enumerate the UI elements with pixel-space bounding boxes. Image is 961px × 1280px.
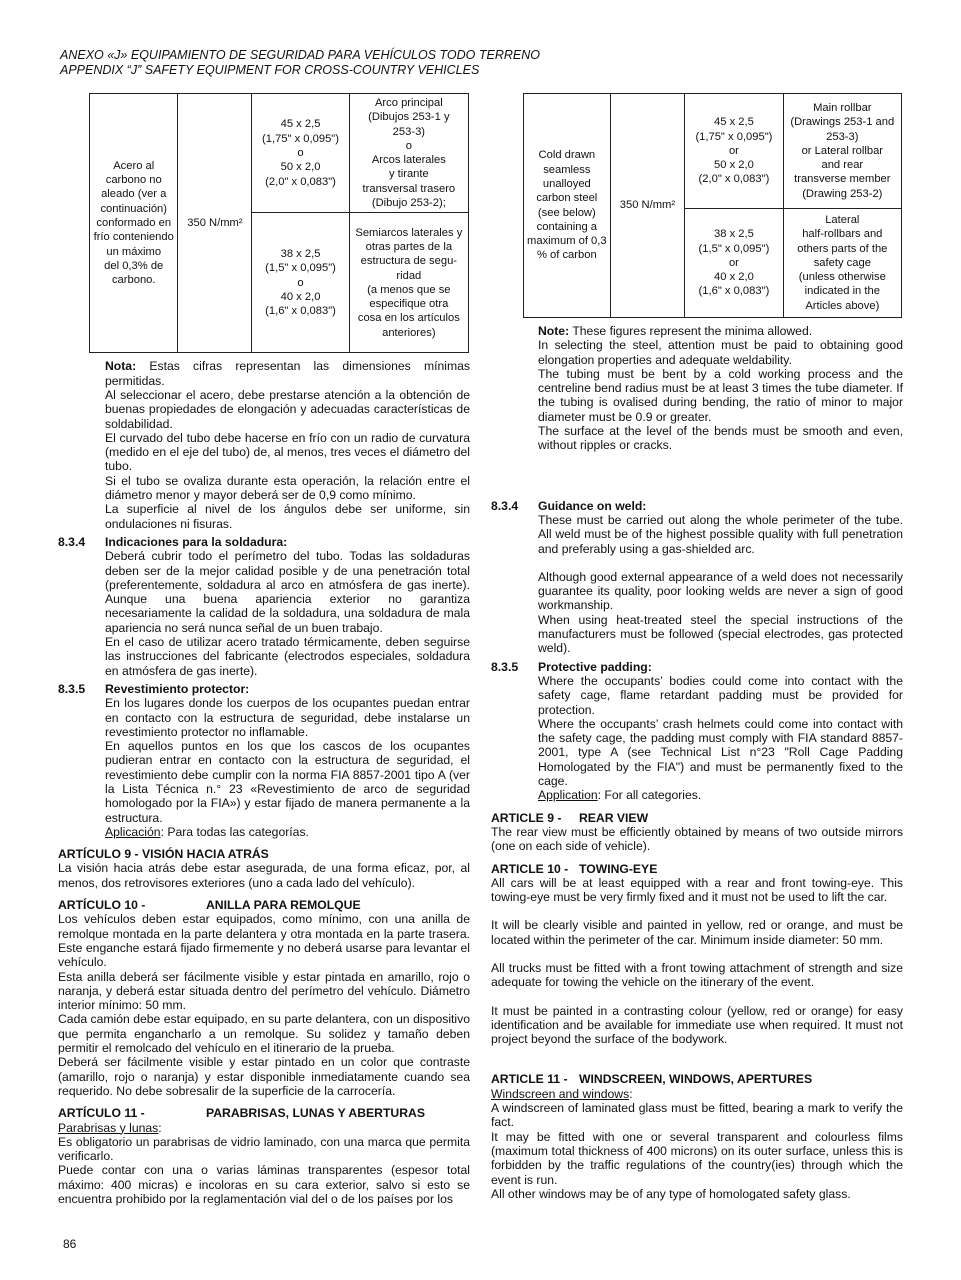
cell-line: continuación)	[100, 202, 167, 215]
note-paragraph: The tubing must be bent by a cold working process and the centreline bend radius must be at least 3 times the tube diameter. If the tubing is ovalised during bending, the ratio of minor to major diameter must be 0.9 or greater.	[538, 366, 903, 424]
cell-line: seamless	[543, 163, 591, 176]
note-label: Note:	[538, 324, 570, 338]
article-10	[58, 898, 470, 1098]
dimension-cell	[685, 94, 783, 209]
section-title: Guidance on weld:	[538, 498, 647, 513]
note-paragraph: In selecting the steel, attention must be paid to obtaining good elongation properties and adequate weldability.	[538, 338, 903, 367]
cell-line: or	[728, 256, 739, 269]
cell-line: safety cage	[813, 256, 871, 269]
article-paragraph: It must be painted in a contrasting colour (yellow, red or orange) for easy identification and be available for immediate use when required. It must not project beyond the surface of the bodywork.	[491, 1003, 903, 1047]
cell-line: 38 x 2,5	[714, 228, 754, 241]
section-paragraph: Although good external appearance of a weld does not necessarily guarantee its quality, poor looking welds are never a sign of good workmanship.	[538, 569, 903, 613]
section-number: 8.3.4	[58, 534, 86, 549]
section-number: 8.3.4	[491, 498, 519, 513]
cell-line: (1,6" x 0,083")	[698, 285, 770, 298]
cell-line: containing a	[536, 220, 597, 233]
cell-line: maximum of 0,3	[527, 235, 607, 248]
cell-line: y tirante	[388, 168, 429, 181]
cell-line: 45 x 2,5	[714, 116, 754, 129]
application-label: Application	[538, 788, 598, 803]
cell-line: % of carbon	[536, 249, 597, 262]
cell-line: Lateral	[825, 213, 860, 226]
header-title-es: ANEXO «J» EQUIPAMIENTO DE SEGURIDAD PARA VEHÍCULOS TODO TERRENO	[60, 48, 540, 62]
article-9	[58, 847, 470, 890]
cell-line: or Lateral rollbar	[801, 144, 884, 157]
article-heading: PARABRISAS, LUNAS Y ABERTURAS	[206, 1106, 425, 1121]
cell-line: or	[728, 144, 739, 157]
cell-line: half-rollbars and	[802, 228, 883, 241]
article-title: ARTÍCULO 9 - VISIÓN HACIA ATRÁS	[58, 847, 269, 862]
article-paragraph: Es obligatorio un parabrisas de vidrio laminado, con una marca que permita verificarlo.	[58, 1134, 470, 1164]
article-paragraph: A windscreen of laminated glass must be fitted, bearing a mark to verify the fact.	[491, 1101, 903, 1130]
article-title	[58, 898, 470, 912]
note-block	[58, 359, 470, 531]
article-heading: ANILLA PARA REMOLQUE	[206, 898, 361, 913]
cell-line: (1,75" x 0,095")	[695, 130, 773, 143]
subsection-heading: Parabrisas y lunas:	[58, 1120, 162, 1135]
article-11	[491, 1072, 903, 1201]
page-header	[60, 48, 540, 78]
material-cell	[524, 94, 611, 318]
dimension-cell	[685, 209, 783, 318]
cell-line: un máximo	[106, 245, 162, 258]
article-paragraph: All other windows may be of any type of homologated safety glass.	[491, 1186, 851, 1201]
cell-line: (1,5" x 0,095")	[698, 242, 770, 255]
article-title	[491, 811, 903, 825]
cell-line: carbono.	[111, 274, 156, 287]
cell-line: carbono no	[105, 174, 162, 187]
section-paragraph: Where the occupants’ bodies could come into contact with the safety cage, flame retardant padding must be provided for protection.	[538, 673, 903, 717]
usage-cell	[783, 209, 901, 318]
cell-line: (Drawing 253-2)	[802, 187, 883, 200]
application-label: Aplicación	[105, 824, 161, 839]
cell-line: transverse member	[794, 173, 891, 186]
cell-line: 50 x 2,0	[714, 159, 754, 172]
cell-line: especifique otra	[369, 298, 449, 311]
section-title: Indicaciones para la soldadura:	[105, 534, 288, 549]
article-title	[58, 1106, 470, 1120]
cell-line: unalloyed	[542, 177, 591, 190]
section-number: 8.3.5	[58, 681, 86, 696]
header-title-en: APPENDIX “J” SAFETY EQUIPMENT FOR CROSS-COUNTRY VEHICLES	[60, 63, 480, 77]
article-paragraph: Puede contar con una o varias láminas transparentes (espesor total máximo: 400 micras) e incoloras en su cara exterior, salvo si esto se encuentra prohibido por la reglamentación vial del o de los países por los	[58, 1163, 470, 1206]
article-label: ARTICLE 10 -	[491, 861, 569, 876]
steel-spec-table-en	[523, 93, 902, 318]
section-8-3-5	[491, 660, 903, 803]
strength-cell: 350 N/mm²	[610, 94, 685, 318]
cell-line: indicated in the	[804, 285, 880, 298]
article-paragraph: It will be clearly visible and painted in yellow, red or orange, and must be located within the perimeter of the car. Minimum inside diameter: 50 mm.	[491, 918, 903, 947]
usage-cell	[349, 213, 468, 353]
application-line: Application: For all categories.	[538, 788, 702, 803]
cell-line: others parts of the	[797, 242, 888, 255]
article-title	[491, 1072, 903, 1086]
cell-line: 253-3)	[826, 130, 859, 143]
subsection-heading: Windscreen and windows:	[491, 1086, 633, 1101]
section-paragraph: These must be carried out along the whole perimeter of the tube. All weld must be of the highest possible quality with full penetration and preferably using a gas-shielded arc.	[538, 512, 903, 556]
article-paragraph: The rear view must be efficiently obtained by means of two outside mirrors (one on each side of vehicle).	[491, 824, 903, 854]
section-paragraph: En el caso de utilizar acero tratado térmicamente, deben seguirse las instrucciones del fabricante (electrodos especiales, soldadura en atmósfera de gas inerte).	[105, 635, 470, 678]
cell-line: cosa en los artículos	[357, 312, 460, 325]
cell-line: (1,6" x 0,083")	[265, 305, 336, 318]
cell-line: aleado (ver a	[101, 188, 167, 201]
cell-line: Main rollbar	[813, 101, 872, 114]
cell-line: 40 x 2,0	[280, 291, 321, 304]
article-10	[491, 862, 903, 1047]
cell-line: (Dibujos 253-1 y	[368, 111, 450, 124]
cell-line: (1,75" x 0,095")	[262, 132, 340, 145]
article-heading: WINDSCREEN, WINDOWS, APERTURES	[579, 1072, 813, 1087]
cell-line: del 0,3% de	[104, 259, 164, 272]
section-paragraph: En los lugares donde los cuerpos de los ocupantes puedan entrar en contacto con la estructura de seguridad, debe instalarse un revestimiento protector no inflamable.	[105, 696, 470, 739]
cell-line: transversal trasero	[362, 182, 456, 195]
cell-line: estructura de segu-	[360, 255, 458, 268]
article-title	[491, 862, 903, 876]
page-number: 86	[63, 1237, 77, 1251]
cell-line: (see below)	[537, 206, 596, 219]
section-number: 8.3.5	[491, 659, 519, 674]
cell-line: (unless otherwise	[798, 271, 886, 284]
cell-line: o	[405, 139, 412, 152]
cell-line: 253-3)	[392, 125, 426, 138]
dimension-cell	[252, 213, 349, 353]
cell-line: carbon steel	[536, 192, 598, 205]
article-11	[58, 1106, 470, 1206]
section-title: Protective padding:	[538, 659, 652, 674]
cell-line: (a menos que se	[367, 283, 451, 296]
note-paragraph: Si el tubo se ovaliza durante esta operación, la relación entre el diámetro menor y mayor deberá ser de 0,9 como mínimo.	[105, 473, 470, 503]
section-8-3-4	[491, 499, 903, 656]
note-paragraph: La superficie al nivel de los ángulos debe ser uniforme, sin ondulaciones ni fisuras.	[105, 502, 470, 531]
cell-line: frío conteniendo	[93, 231, 174, 244]
section-paragraph: Deberá cubrir todo el perímetro del tubo. Todas las soldaduras deben ser de la mejor calidad posible y de una penetración total (preferentemente, soldadura al arco en atmósfera de gas inerte). Aunque una buena apariencia exterior no garantiza necesariamente la calidad de la soldadura, una soldadura de mala apariencia no será nunca señal de un buen trabajo.	[105, 549, 470, 635]
cell-line: 38 x 2,5	[280, 248, 321, 261]
cell-line: (Dibujo 253-2);	[371, 197, 446, 210]
article-heading: REAR VIEW	[579, 810, 649, 825]
article-paragraph: All trucks must be fitted with a front towing attachment of strength and size adequate for towing the vehicle on the itinerary of the event.	[491, 960, 903, 990]
article-paragraph: Cada camión debe estar equipado, en su parte delantera, con un dispositivo que permita engancharlo a un remolque. Su solidez y tamaño deben permitir el remolcado del vehículo en el itinerario de la prueba.	[58, 1012, 470, 1056]
article-paragraph: La visión hacia atrás debe estar asegurada, de una forma eficaz, por, al menos, dos retrovisores exteriores (uno a cada lado del vehículo).	[58, 861, 470, 890]
note-block	[491, 324, 903, 453]
cell-line: anteriores)	[382, 326, 436, 339]
cell-line: Semiarcos laterales y	[355, 226, 463, 239]
cell-line: otras partes de la	[365, 240, 453, 253]
cell-line: Arco principal	[374, 97, 443, 109]
english-column	[491, 93, 903, 1201]
cell-line: o	[297, 276, 304, 289]
cell-line: (1,5" x 0,095")	[265, 262, 336, 275]
spanish-column	[58, 93, 470, 1206]
section-8-3-5	[58, 682, 470, 839]
note-text: Nota: Estas cifras representan las dimensiones mínimas permitidas.	[105, 359, 470, 388]
article-paragraph: Los vehículos deben estar equipados, como mínimo, con una anilla de remolque montada en la parte delantera y otra montada en la parte trasera. Este enganche estará fijado firmemente y no deberá usarse para levantar el vehículo.	[58, 912, 470, 970]
cell-line: Cold drawn	[538, 149, 596, 162]
cell-line: Arcos laterales	[371, 154, 446, 167]
dimension-cell	[252, 94, 349, 213]
article-heading: TOWING-EYE	[579, 861, 658, 876]
note-text: Note: These figures represent the minima allowed.	[538, 324, 813, 338]
cell-line: Articles above)	[805, 299, 880, 312]
cell-line: o	[297, 147, 304, 160]
section-paragraph: Where the occupants’ crash helmets could come into contact with the safety cage, the padding must comply with FIA standard 8857-2001, type A (see Technical List n°23 "Roll Cage Padding Homologated by the FIA") and must be permanently fixed to the cage.	[538, 716, 903, 789]
cell-line: (2,0" x 0,083")	[265, 175, 336, 188]
cell-line: 40 x 2,0	[714, 271, 754, 284]
usage-cell	[783, 94, 901, 209]
cell-line: 45 x 2,5	[280, 118, 321, 131]
cell-line: and rear	[821, 159, 864, 172]
cell-line: 50 x 2,0	[280, 161, 321, 174]
cell-line: conformado en	[96, 217, 172, 230]
cell-line: (Drawings 253-1 and	[790, 116, 895, 129]
material-cell	[90, 94, 178, 353]
article-label: ARTÍCULO 10 -	[58, 898, 146, 913]
usage-cell	[349, 94, 468, 213]
note-paragraph: The surface at the level of the bends must be smooth and even, without ripples or cracks.	[538, 424, 903, 453]
article-label: ARTÍCULO 11 -	[58, 1106, 145, 1121]
application-line: Aplicación: Para todas las categorías.	[105, 824, 309, 839]
steel-spec-table-es	[89, 93, 469, 353]
article-9	[491, 811, 903, 854]
section-8-3-4	[58, 535, 470, 678]
section-paragraph: En aquellos puntos en los que los cascos de los ocupantes pudieran entrar en contacto con la estructura de seguridad, el revestimiento debe cumplir con la norma FIA 8857-2001 tipo A (ver la Lista Técnica n.° 23 «Revestimiento de arco de seguridad homologado por la FIA») y estar fijado de manera permanente a la estructura.	[105, 739, 470, 825]
article-paragraph: Deberá ser fácilmente visible y estar pintado en un color que contraste (amarillo, rojo o naranja) y estar disponible inmediatamente cuando sea requerido. No debe sobresalir de la superficie de la carrocería.	[58, 1055, 470, 1098]
cell-line: ridad	[396, 269, 422, 282]
article-label: ARTICLE 9 -	[491, 810, 562, 825]
article-label: ARTICLE 11 -	[491, 1072, 568, 1087]
note-label: Nota:	[105, 359, 137, 374]
note-paragraph: Al seleccionar el acero, debe prestarse atención a la obtención de buenas propiedades de elongación y adecuadas características de soldabilidad.	[105, 387, 470, 431]
section-title: Revestimiento protector:	[105, 681, 250, 696]
cell-line: (2,0" x 0,083")	[698, 173, 770, 186]
article-paragraph: It may be fitted with one or several transparent and colourless films (maximum total thickness of 400 microns) on its outer surface, unless this is forbidden by the traffic regulations of the country(ies) through which the event is run.	[491, 1129, 903, 1187]
strength-cell: 350 N/mm²	[178, 94, 252, 353]
cell-line: Acero al	[113, 159, 155, 172]
section-paragraph: When using heat-treated steel the special instructions of the manufacturers must be followed (special electrodes, gas protected weld).	[538, 612, 903, 656]
note-paragraph: El curvado del tubo debe hacerse en frío con un radio de curvatura (medido en el eje del tubo) de, al menos, tres veces el diámetro del tubo.	[105, 430, 470, 474]
article-paragraph: Esta anilla deberá ser fácilmente visible y estar pintada en amarillo, rojo o naranja, y deberá estar situada dentro del perímetro del vehículo. Diámetro interior mínimo: 50 mm.	[58, 969, 470, 1013]
article-paragraph: All cars will be at least equipped with a rear and front towing-eye. This towing-eye must be very firmly fixed and it must not be used to lift the car.	[491, 875, 903, 905]
